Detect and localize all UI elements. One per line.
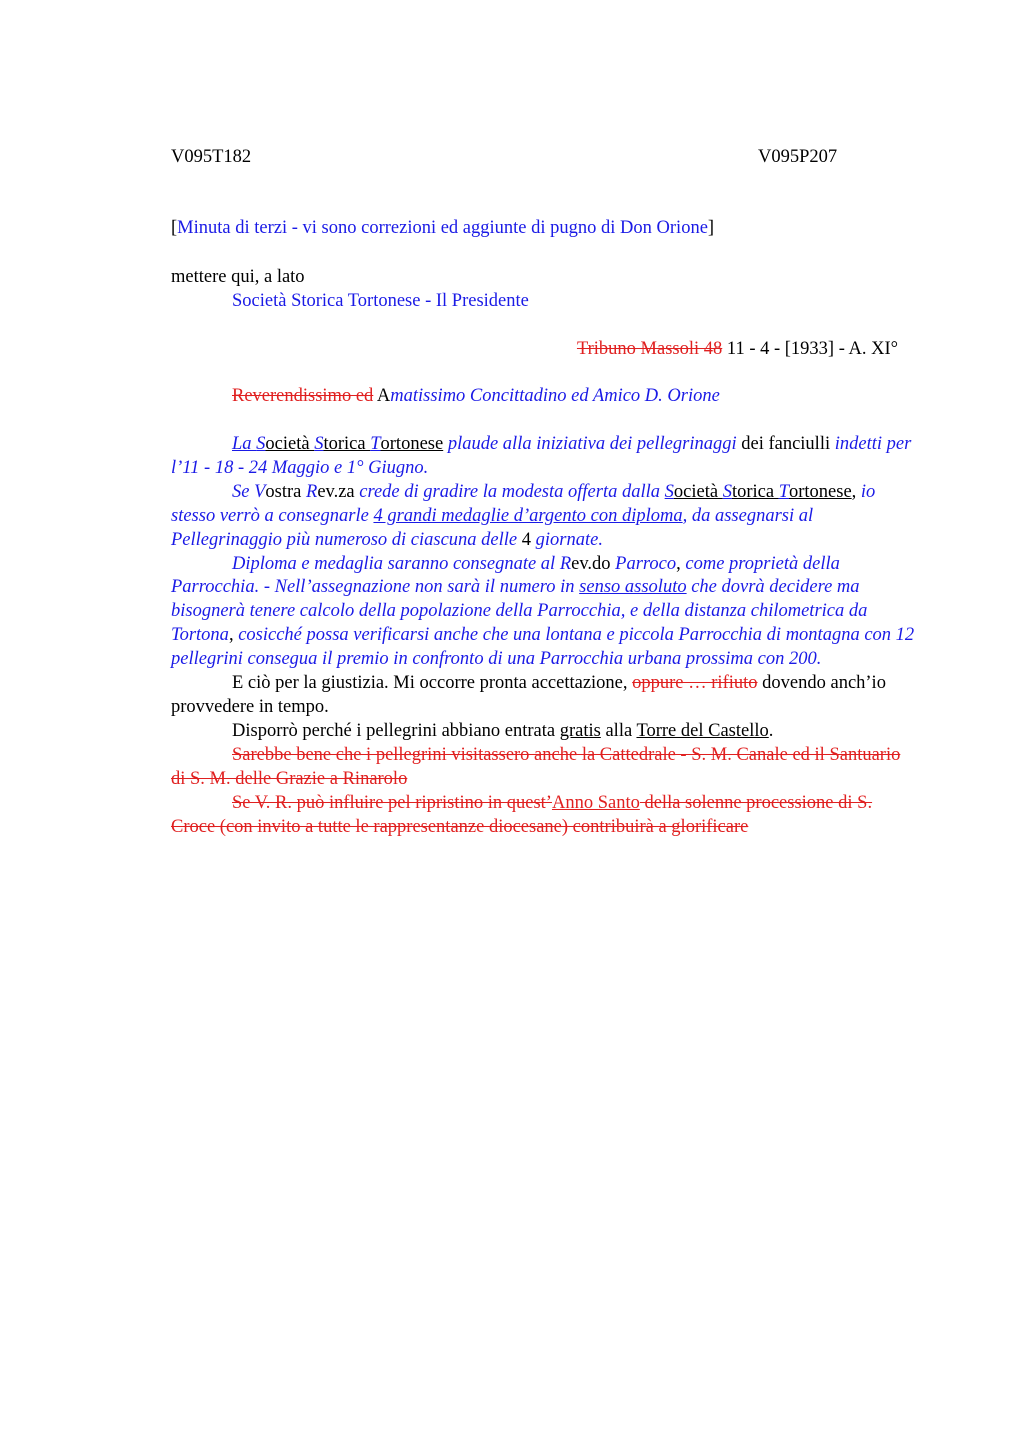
salutation-rest: matissimo Concittadino ed Amico D. Orione [390, 386, 720, 406]
p6-deleted: Sarebbe bene che i pellegrini visitassero anche la Cattedrale - S. M. Canale ed il Santuario di S. M. delle Grazie a Rinarolo [171, 744, 901, 789]
p2-segment: ev.za [317, 481, 360, 502]
p2-segment: ocietà [673, 481, 723, 502]
p1-segment: T [370, 434, 381, 454]
p4-deleted: oppure … rifiuto [632, 673, 758, 694]
paragraph-5 [171, 720, 916, 744]
p2-segment: , [851, 481, 861, 502]
p2-segment: S [722, 481, 732, 502]
paragraph-4 [171, 672, 916, 720]
p7-deleted: Se V. R. può influire pel ripristino in quest’ [232, 792, 552, 813]
p2-segment: 4 grandi medaglie d’argento con diploma [373, 505, 683, 526]
p3-segment: Diploma e medaglia saranno consegnate al [232, 553, 560, 574]
letter-date: 11 - 4 - [1933] - A. XI° [722, 339, 898, 359]
paragraph-2 [171, 481, 916, 553]
margin-letterhead: Società Storica Tortonese - Il Presidente [232, 291, 529, 311]
p2-segment: giornate. [531, 529, 603, 550]
paragraph-3 [171, 553, 916, 673]
p2-segment: , da assegnarsi al Pellegrinaggio più numeroso di ciascuna delle [171, 505, 814, 550]
note-bracket-open: [ [171, 218, 178, 238]
p1-segment: plaude alla iniziativa dei pellegrinaggi [443, 434, 737, 454]
p2-segment: crede di gradire la modesta offerta dalla [359, 481, 665, 502]
p3-segment: ev.do [571, 553, 616, 574]
p1-segment: La [232, 434, 257, 454]
note-text: Minuta di terzi - vi sono correzioni ed aggiunte di pugno di Don Orione [177, 218, 708, 238]
p1-segment: torica [323, 434, 371, 454]
p2-segment: 4 [521, 529, 532, 550]
p7-deleted: Anno Santo [551, 792, 640, 813]
p2-segment: S [664, 481, 674, 502]
p3-segment: che dovrà decidere ma bisognerà tenere calcolo della popolazione della Parrocchia, e della distanza chilometrica da Tortona [171, 577, 868, 646]
deleted-name: Tribuno Massoli 48 [576, 339, 723, 359]
p3-segment: come proprietà della Parrocchia. - Nell’assegnazione non sarà il numero in [171, 553, 840, 598]
p3-segment: cosicché possa verificarsi anche che una lontana e piccola Parrocchia di montagna con 12 pellegrini consegua il premio in confronto di una Parrocchia urbana prossima con 200. [171, 625, 915, 670]
document-ref-right: V095P207 [758, 147, 838, 167]
p4-segment: dovendo anch’io provvedere in tempo. [171, 673, 886, 717]
paragraph-7 [171, 792, 916, 840]
p1-segment: ocietà [265, 434, 315, 454]
salutation-initial: A [373, 386, 391, 406]
p2-segment: V [254, 481, 266, 502]
p1-segment: S [256, 434, 266, 454]
document-ref-left: V095T182 [171, 147, 252, 167]
p1-segment: S [314, 434, 324, 454]
paragraph-1 [171, 433, 916, 481]
salutation [232, 386, 720, 407]
p1-segment: ortonese [380, 434, 444, 454]
margin-instruction: mettere qui, a lato [171, 267, 305, 287]
p2-segment: T [778, 481, 789, 502]
editorial-note [171, 218, 714, 239]
p5-segment: gratis [559, 720, 601, 741]
deleted-salutation: Reverendissimo ed [232, 386, 374, 406]
p3-segment: senso assoluto [579, 577, 687, 598]
p1-segment: dei fanciulli [736, 434, 835, 454]
p2-segment: ostra [265, 481, 306, 502]
date-line [577, 339, 898, 360]
p2-segment: io stesso verrò a consegnarle [171, 481, 876, 526]
p2-segment: torica [731, 481, 779, 502]
p3-segment: , [676, 553, 686, 574]
p7-deleted: della solenne processione di S. Croce (con invito a tutte le rappresentanze diocesane) contribuirà a glorificare [171, 792, 873, 837]
p5-segment: Torre del Castello [636, 720, 769, 741]
paragraph-6 [171, 744, 916, 792]
p2-segment: ortonese [788, 481, 852, 502]
p1-segment: indetti per l’11 - 18 - 24 Maggio e 1° Giugno. [171, 434, 912, 478]
p5-segment: . [768, 720, 774, 741]
p4-segment: E ciò per la giustizia. Mi occorre pronta accettazione, [232, 673, 633, 694]
p3-segment: , [228, 625, 239, 646]
p5-segment: Disporrò perché i pellegrini abbiano entrata [232, 720, 560, 741]
p2-segment: Se [232, 481, 255, 502]
note-bracket-close: ] [707, 218, 715, 238]
p2-segment: R [306, 481, 318, 502]
p5-segment: alla [600, 720, 637, 741]
letter-body [171, 433, 916, 839]
p3-segment: R [559, 553, 572, 574]
p3-segment: Parroco [615, 553, 677, 574]
